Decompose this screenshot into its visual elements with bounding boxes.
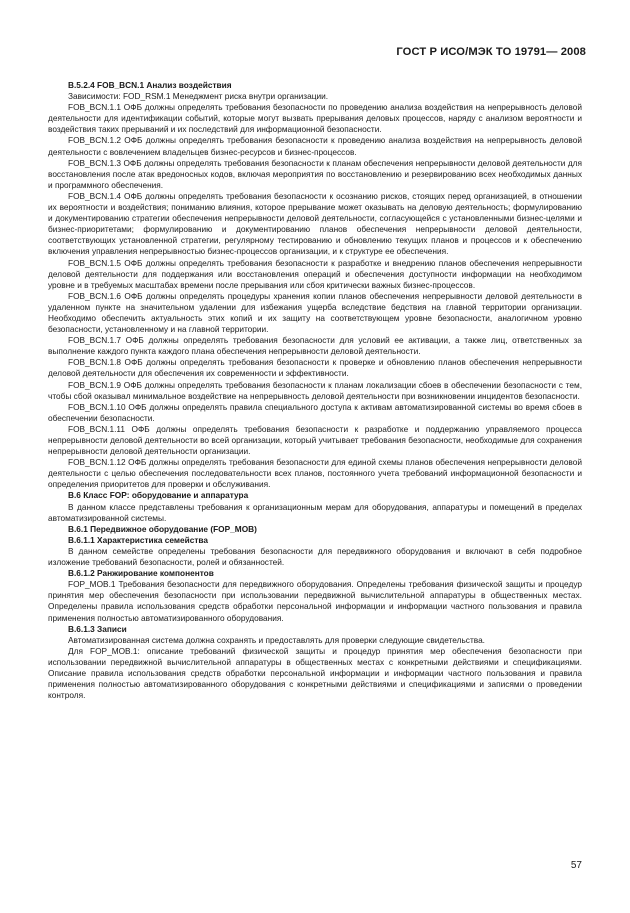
section-heading: B.6 Класс FOP: оборудование и аппаратура [68, 490, 249, 501]
paragraph: FOB_BCN.1.5 ОФБ должны определять требования безопасности к разработке и внедрению планов обеспечения непрерывности деловой деятельности для поддержания или восстановления операций и обеспечения доступности информации на необходимом уровне и в требуемых масштабах времени после прерывания или сбоя критически важных бизнес-процессов. [48, 257, 582, 290]
paragraph: Автоматизированная система должна сохранять и предоставлять для проверки следующие свидетельства. [68, 634, 485, 645]
paragraph: FOB_BCN.1.9 ОФБ должны определять требования безопасности к планам локализации сбоев в обеспечении безопасности с тем, чтобы сбой оказывал минимальное воздействие на непрерывность деловой деятельности при возникновении инцидентов безопасности. [48, 379, 582, 401]
section-heading: B.5.2.4 FOB_BCN.1 Анализ воздействия [68, 80, 232, 90]
page-number: 57 [570, 860, 582, 871]
paragraph: FOB_BCN.1.2 ОФБ должны определять требования безопасности к проведению анализа воздействия на непрерывность деловой деятельности с вовлечением владельцев бизнес-ресурсов и бизнес-процессов. [48, 135, 582, 157]
section-heading: B.6.1 Передвижное оборудование (FOP_MOB) [68, 523, 257, 534]
paragraph: В данном классе представлены требования к организационным мерам для оборудования, аппаратуры и помещений в пределах автоматизированной системы. [48, 501, 582, 523]
paragraph: FOB_BCN.1.10 ОФБ должны определять правила специального доступа к активам автоматизированной системы во время сбоев в обеспечении безопасности. [48, 401, 582, 423]
section-heading: B.6.1.1 Характеристика семейства [68, 534, 208, 545]
section-heading: B.6.1.2 Ранжирование компонентов [68, 568, 214, 579]
paragraph: FOB_BCN.1.8 ОФБ должны определять требования безопасности к проверке и обновлению планов обеспечения непрерывности деловой деятельности для обеспечения их современности и эффективности. [48, 357, 582, 379]
paragraph: FOB_BCN.1.7 ОФБ должны определять требования безопасности для условий ее активации, а также лиц, ответственных за выполнение каждого пункта каждого плана обеспечения непрерывности деловой деятельности. [48, 335, 582, 357]
paragraph: В данном семействе определены требования безопасности для передвижного оборудования и включают в себя подробное изложение требований безопасности, ролей и обязанностей. [48, 545, 582, 568]
paragraph: Для FOP_MOB.1: описание требований физической защиты и процедур принятия мер обеспечения безопасности при использовании передвижной вычислительной аппаратуры в общественных местах с конкретными действиями и спецификациями. Описание правила использования средств обработки персональной информации и информации частного пользования и правила применения полностью автоматизированного оборудования с конкретными действиями и спецификациями и записями о проведении контроля. [48, 645, 582, 701]
document-header: ГОСТ Р ИСО/МЭК ТО 19791— 2008 [396, 46, 586, 58]
paragraph: FOB_BCN.1.4 ОФБ должны определять требования безопасности к осознанию рисков, стоящих перед организацией, в отношении их вероятности и воздействия; пониманию влияния, которое прерывание может оказывать на деловую деятельность; формулированию и документированию стратегии обеспечения непрерывности деловой деятельности, согласующейся с установленными бизнес-целями и бизнес-приоритетами; формулированию и документированию планов обеспечения непрерывности деловой деятельности, соответствующих установленной стратегии, регулярному тестированию и обновлению текущих планов и процессов и к обеспечению включения управления непрерывностью бизнес-процессов организации, и к структуре ее обеспечения. [48, 190, 582, 257]
paragraph: FOB_BCN.1.11 ОФБ должны определять требования безопасности к разработке и поддержанию управляемого процесса непрерывности деловой деятельности во всей организации, который учитывает требования безопасности, необходимые для сохранения непрерывности деловой деятельности организации. [48, 423, 582, 457]
document-body [48, 80, 582, 701]
paragraph: FOP_MOB.1 Требования безопасности для передвижного оборудования. Определены требования физической защиты и процедур принятия мер обеспечения безопасности при использовании передвижной вычислительной аппаратуры в общественных местах. Определены правила использования средств обработки персональной информации и информации частного пользования и правила применения полностью автоматизированного оборудования. [48, 579, 582, 623]
paragraph: FOB_BCN.1.6 ОФБ должны определять процедуры хранения копии планов обеспечения непрерывности деловой деятельности в удаленном пункте на значительном удалении для избежания ущерба вследствие бедствия на главной территории организации. Необходимо обеспечить актуальность этих копий и их защиту на соответствующем уровне безопасности, аналогичном уровню безопасности, установленному и на главной территории. [48, 290, 582, 335]
paragraph: FOB_BCN.1.12 ОФБ должны определять требования безопасности для единой схемы планов обеспечения непрерывности деловой деятельности с целью обеспечения последовательности всех планов, постоянного учета требований информационной безопасности и определения приоритетов для проверки и обслуживания. [48, 457, 582, 490]
section-heading: B.6.1.3 Записи [68, 623, 127, 634]
paragraph: FOB_BCN.1.1 ОФБ должны определять требования безопасности по проведению анализа воздействия на непрерывность деловой деятельности для идентификации событий, которые могут вызвать прерывания деловых процессов, наряду с анализом вероятности и воздействия таких прерываний и их последствий для информационной безопасности. [48, 102, 582, 135]
paragraph: FOB_BCN.1.3 ОФБ должны определять требования безопасности к планам обеспечения непрерывности деловой деятельности для восстановления после атак вредоносных кодов, включая мероприятия по восстановлению и резервированию всех необходимых данных и программного обеспечения. [48, 157, 582, 190]
paragraph: Зависимости: FOD_RSM.1 Менеджмент риска внутри организации. [68, 91, 329, 102]
